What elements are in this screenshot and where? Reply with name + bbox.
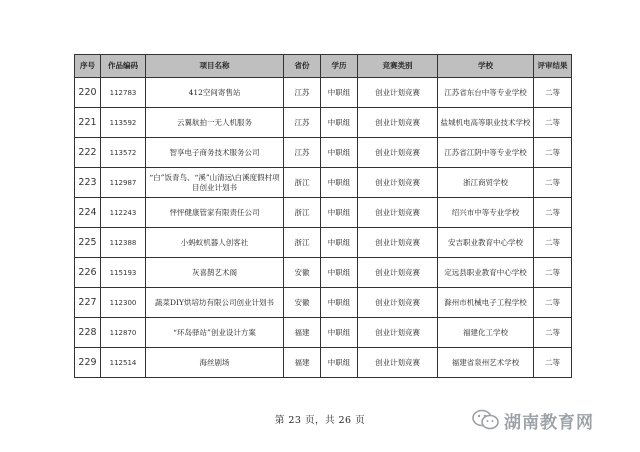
cell-category: 创业计划竞赛 <box>358 78 438 108</box>
cell-code: 112870 <box>101 318 146 348</box>
cell-result: 二等 <box>534 258 572 288</box>
column-header-code: 作品编码 <box>101 55 146 78</box>
cell-province: 浙江 <box>284 168 321 198</box>
column-header-school: 学校 <box>438 55 534 78</box>
cell-code: 112243 <box>101 198 146 228</box>
cell-code: 112783 <box>101 78 146 108</box>
table-row <box>75 198 572 228</box>
cell-level: 中职组 <box>321 318 358 348</box>
page-number-footer: 第 23 页，共 26 页 <box>274 415 366 426</box>
cell-province: 安徽 <box>284 258 321 288</box>
table-row <box>75 348 572 378</box>
cell-category: 创业计划竞赛 <box>358 198 438 228</box>
cell-result: 二等 <box>534 318 572 348</box>
cell-school: 定远县职业教育中心学校 <box>438 258 534 288</box>
cell-index: 224 <box>75 198 101 228</box>
cell-result: 二等 <box>534 108 572 138</box>
wechat-icon <box>472 409 500 431</box>
cell-result: 二等 <box>534 78 572 108</box>
cell-index: 222 <box>75 138 101 168</box>
cell-code: 112388 <box>101 228 146 258</box>
cell-project: 怦怦健康管家有限责任公司 <box>146 198 284 228</box>
cell-project: 小蚂蚁机器人创客社 <box>146 228 284 258</box>
cell-index: 226 <box>75 258 101 288</box>
cell-province: 浙江 <box>284 198 321 228</box>
cell-result: 二等 <box>534 168 572 198</box>
cell-school: 福建化工学校 <box>438 318 534 348</box>
cell-index: 228 <box>75 318 101 348</box>
column-header-project: 项目名称 <box>146 55 284 78</box>
cell-school: 福建省泉州艺术学校 <box>438 348 534 378</box>
cell-category: 创业计划竞赛 <box>358 228 438 258</box>
cell-category: 创业计划竞赛 <box>358 318 438 348</box>
cell-code: 113592 <box>101 108 146 138</box>
cell-index: 223 <box>75 168 101 198</box>
cell-code: 112514 <box>101 348 146 378</box>
table-row <box>75 228 572 258</box>
column-header-result: 评审结果 <box>534 55 572 78</box>
cell-category: 创业计划竞赛 <box>358 168 438 198</box>
cell-index: 227 <box>75 288 101 318</box>
cell-province: 福建 <box>284 348 321 378</box>
cell-project: “白”饭青鸟、“溪”山清远\白溪度假村项目创业计划书 <box>146 168 284 198</box>
cell-code: 113572 <box>101 138 146 168</box>
cell-project: 412空间寄售站 <box>146 78 284 108</box>
cell-code: 112300 <box>101 288 146 318</box>
watermark-text: 湖南教育网 <box>504 412 594 433</box>
cell-school: 安吉职业教育中心学校 <box>438 228 534 258</box>
cell-index: 225 <box>75 228 101 258</box>
column-header-province: 省份 <box>284 55 321 78</box>
cell-result: 二等 <box>534 288 572 318</box>
table-header-row <box>75 55 572 78</box>
cell-project: 海丝剧场 <box>146 348 284 378</box>
cell-level: 中职组 <box>321 78 358 108</box>
cell-school: 浙江商贸学校 <box>438 168 534 198</box>
cell-category: 创业计划竞赛 <box>358 348 438 378</box>
table-row <box>75 138 572 168</box>
watermark <box>472 408 594 432</box>
cell-school: 江苏省东台中等专业学校 <box>438 78 534 108</box>
cell-level: 中职组 <box>321 288 358 318</box>
cell-level: 中职组 <box>321 168 358 198</box>
cell-index: 221 <box>75 108 101 138</box>
cell-index: 229 <box>75 348 101 378</box>
cell-school: 江苏省江阴中等专业学校 <box>438 138 534 168</box>
column-header-category: 竞赛类别 <box>358 55 438 78</box>
table-row <box>75 318 572 348</box>
table-row <box>75 288 572 318</box>
cell-province: 江苏 <box>284 108 321 138</box>
cell-province: 江苏 <box>284 78 321 108</box>
cell-project: 灰喜鹊艺术阁 <box>146 258 284 288</box>
cell-level: 中职组 <box>321 348 358 378</box>
cell-result: 二等 <box>534 198 572 228</box>
cell-project: “环岛驿站”创业设计方案 <box>146 318 284 348</box>
cell-school: 滁州市机械电子工程学校 <box>438 288 534 318</box>
cell-level: 中职组 <box>321 258 358 288</box>
cell-category: 创业计划竞赛 <box>358 288 438 318</box>
cell-result: 二等 <box>534 348 572 378</box>
cell-code: 115193 <box>101 258 146 288</box>
cell-province: 安徽 <box>284 288 321 318</box>
table-row <box>75 108 572 138</box>
cell-result: 二等 <box>534 138 572 168</box>
cell-province: 江苏 <box>284 138 321 168</box>
cell-province: 福建 <box>284 318 321 348</box>
cell-code: 112987 <box>101 168 146 198</box>
cell-level: 中职组 <box>321 198 358 228</box>
cell-project: 智享电子商务技术服务公司 <box>146 138 284 168</box>
cell-category: 创业计划竞赛 <box>358 108 438 138</box>
cell-level: 中职组 <box>321 228 358 258</box>
cell-level: 中职组 <box>321 138 358 168</box>
cell-school: 绍兴市中等专业学校 <box>438 198 534 228</box>
cell-index: 220 <box>75 78 101 108</box>
cell-project: 云翼航拍一无人机服务 <box>146 108 284 138</box>
cell-province: 浙江 <box>284 228 321 258</box>
results-table <box>74 54 572 378</box>
table-row <box>75 168 572 198</box>
cell-category: 创业计划竞赛 <box>358 138 438 168</box>
cell-project: 蔬菜DIY烘培坊有限公司创业计划书 <box>146 288 284 318</box>
cell-result: 二等 <box>534 228 572 258</box>
cell-level: 中职组 <box>321 108 358 138</box>
column-header-level: 学历 <box>321 55 358 78</box>
cell-school: 盐城机电高等职业技术学校 <box>438 108 534 138</box>
cell-category: 创业计划竞赛 <box>358 258 438 288</box>
table-row <box>75 78 572 108</box>
column-header-index: 序号 <box>75 55 101 78</box>
table-row <box>75 258 572 288</box>
